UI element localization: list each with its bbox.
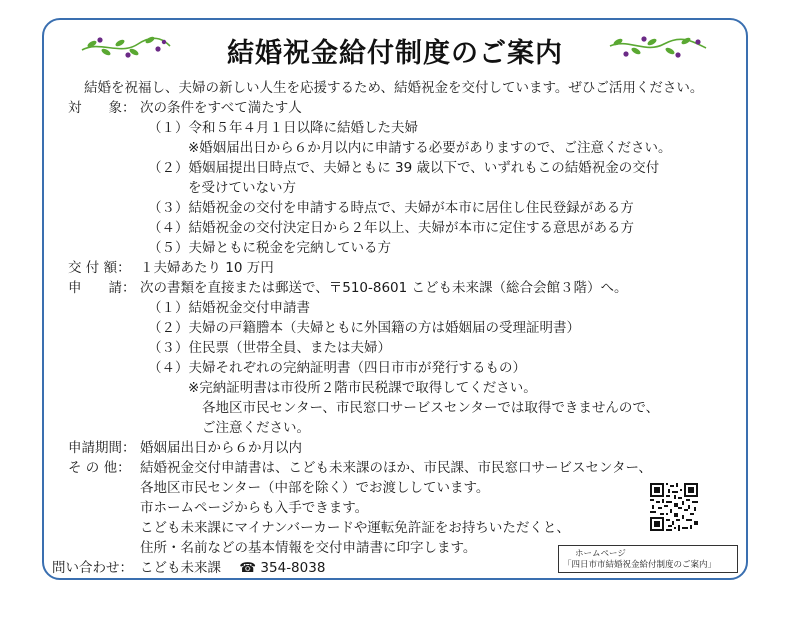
target-label: 対 象： bbox=[68, 100, 136, 116]
document-note-2: 各地区市民センター、市民窓口サービスセンターでは取得できませんので、 bbox=[202, 400, 660, 416]
document-note-3: ご注意ください。 bbox=[202, 420, 310, 436]
condition-3: （３）結婚祝金の交付を申請する時点で、夫婦が本市に居住し住民登録がある方 bbox=[148, 200, 634, 216]
condition-1: （１）令和５年４月１日以降に結婚した夫婦 bbox=[148, 120, 418, 136]
other-line-1: 結婚祝金交付申請書は、こども未来課のほか、市民課、市民窓口サービスセンター、 bbox=[140, 460, 652, 476]
condition-4: （４）結婚祝金の交付決定日から２年以上、夫婦が本市に定住する意思がある方 bbox=[148, 220, 634, 236]
other-line-2: 各地区市民センター（中部を除く）でお渡ししています。 bbox=[140, 480, 490, 496]
homepage-link[interactable]: 「四日市市結婚祝金給付制度のご案内」 bbox=[563, 560, 717, 570]
page-title: 結婚祝金給付制度のご案内 bbox=[227, 37, 563, 69]
document-4: （４）夫婦それぞれの完納証明書（四日市市が発行するもの） bbox=[148, 360, 526, 376]
condition-2-cont: を受けていない方 bbox=[188, 180, 296, 196]
other-line-4: こども未来課にマイナンバーカードや運転免許証をお持ちいただくと、 bbox=[140, 520, 570, 536]
phone-icon: ☎ bbox=[239, 560, 257, 576]
contact-label: 問い合わせ： bbox=[52, 560, 133, 576]
document-1: （１）結婚祝金交付申請書 bbox=[148, 300, 310, 316]
condition-2: （２）婚姻届提出日時点で、夫婦ともに 39 歳以下で、いずれもこの結婚祝金の交付 bbox=[148, 160, 660, 176]
other-label: そ の 他： bbox=[68, 460, 131, 476]
homepage-box[interactable] bbox=[558, 545, 738, 573]
other-line-3: 市ホームページからも入手できます。 bbox=[140, 500, 369, 516]
amount-text: １夫婦あたり 10 万円 bbox=[140, 260, 274, 276]
contact-line bbox=[140, 559, 325, 577]
qr-code-icon[interactable] bbox=[650, 483, 698, 531]
contact-dept: こども未来課 bbox=[140, 560, 221, 576]
period-label: 申請期間： bbox=[68, 440, 136, 456]
homepage-label: ホームページ bbox=[575, 549, 626, 559]
document-note-1: ※完納証明書は市役所２階市民税課で取得してください。 bbox=[188, 380, 537, 396]
title-area bbox=[42, 28, 748, 72]
document-2: （２）夫婦の戸籍謄本（夫婦ともに外国籍の方は婚姻届の受理証明書） bbox=[148, 320, 580, 336]
intro-text: 結婚を祝福し、夫婦の新しい人生を応援するため、結婚祝金を交付しています。ぜひご活用ください。 bbox=[84, 80, 704, 96]
application-label: 申 請： bbox=[68, 280, 136, 296]
contact-phone: 354-8038 bbox=[260, 560, 326, 576]
other-line-5: 住所・名前などの基本情報を交付申請書に印字します。 bbox=[140, 540, 477, 556]
period-text: 婚姻届出日から６か月以内 bbox=[140, 440, 302, 456]
condition-1-note: ※婚姻届出日から６か月以内に申請する必要がありますので、ご注意ください。 bbox=[188, 140, 672, 156]
amount-label: 交 付 額： bbox=[68, 260, 131, 276]
document-3: （３）住民票（世帯全員、または夫婦） bbox=[148, 340, 391, 356]
application-text: 次の書類を直接または郵送で、〒510-8601 こども未来課（総合会館３階）へ。 bbox=[140, 280, 628, 296]
target-text: 次の条件をすべて満たす人 bbox=[140, 100, 302, 116]
condition-5: （５）夫婦ともに税金を完納している方 bbox=[148, 240, 391, 256]
